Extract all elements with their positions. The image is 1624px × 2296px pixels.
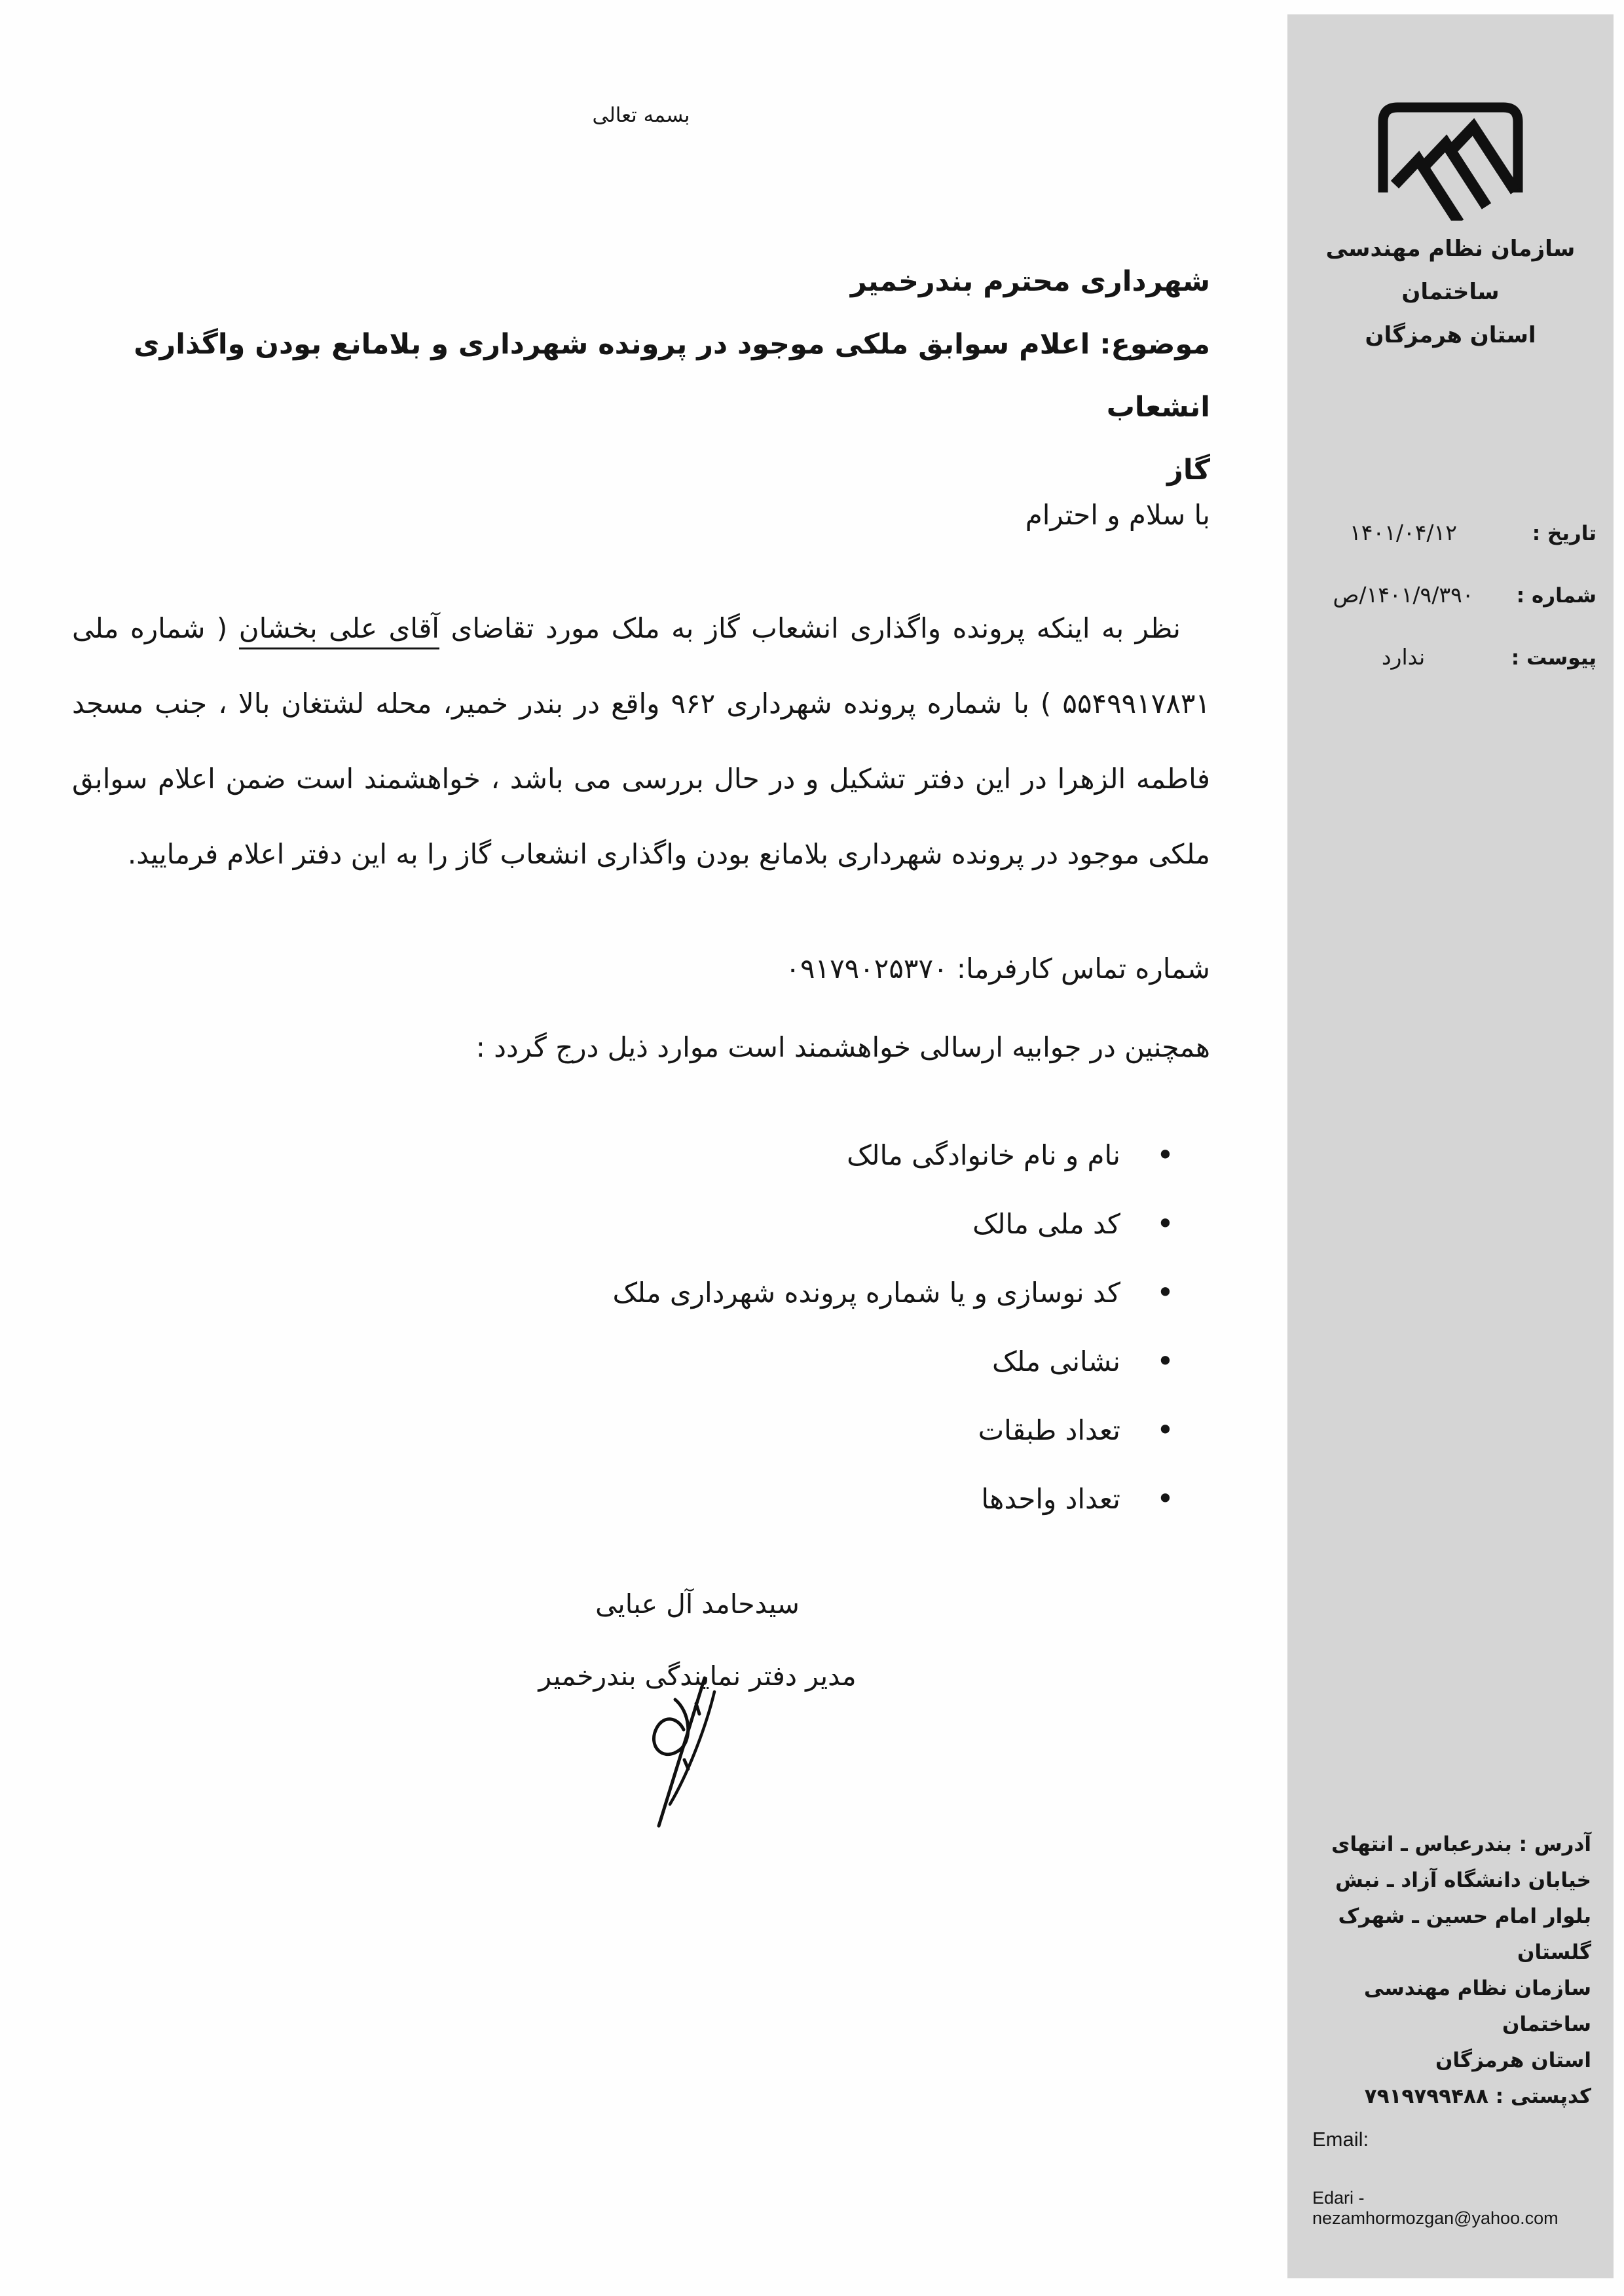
handwritten-signature <box>638 1676 720 1832</box>
organization-name-line2: استان هرمزگان <box>1365 322 1536 348</box>
subject-line-1: موضوع: اعلام سوابق ملکی موجود در پرونده شهرداری و بلامانع بودن واگذاری انشعاب <box>134 328 1210 424</box>
address-line: بلوار امام حسین ـ شهرک <box>1338 1904 1591 1928</box>
organization-address <box>1287 1827 1614 2115</box>
letter-body-paragraph <box>72 591 1210 892</box>
email-label: Email: <box>1312 2128 1369 2151</box>
organization-logo-graphic <box>1369 93 1532 221</box>
organization-name <box>1287 227 1614 357</box>
email-address: Edari - nezamhormozgan@yahoo.com <box>1312 2188 1559 2228</box>
letterhead-sidebar <box>1287 14 1614 2278</box>
applicant-name-underlined: آقای علی بخشان <box>239 612 439 649</box>
recipient-line: شهرداری محترم بندرخمیر <box>850 265 1210 298</box>
signature-scribble-icon <box>638 1676 720 1830</box>
number-value: ۱۴۰۱/۹/۳۹۰/ص <box>1333 582 1474 608</box>
address-line: آدرس : بندرعباس ـ انتهای <box>1331 1832 1591 1856</box>
requirement-item <box>72 1465 1174 1533</box>
requirement-item <box>72 1327 1174 1396</box>
address-line: کدپستی : ۷۹۱۹۷۹۹۴۸۸ <box>1364 2085 1591 2108</box>
requirement-item-label: کد نوسازی و یا شماره پرونده شهرداری ملک <box>612 1277 1120 1309</box>
body-text-before-name: نظر به اینکه پرونده واگذاری انشعاب گاز به ملک مورد تقاضای <box>439 612 1181 644</box>
date-value: ۱۴۰۱/۰۴/۱۲ <box>1349 520 1458 545</box>
employer-phone-line: شماره تماس کارفرما: ۰۹۱۷۹۰۲۵۳۷۰ <box>785 953 1210 985</box>
requirement-item-label: کد ملی مالک <box>972 1208 1120 1240</box>
letter-meta <box>1287 520 1614 706</box>
requirement-item <box>72 1396 1174 1465</box>
signer-name: سیدحامد آل عبایی <box>595 1588 800 1620</box>
body-text-after-name: ( شماره ملی ۵۵۴۹۹۱۷۸۳۱ ) با شماره پرونده شهرداری ۹۶۲ واقع در بندر خمیر، محله لشتغان بالا ، جنب مسجد فاطمه الزهرا در این دفتر تشکیل و در حال بررسی می باشد ، خواهشمند است ضمن اعلام سوابق ملکی موجود در پرونده شهرداری بلامانع بودن واگذاری انشعاب گاز را به این دفتر اعلام فرمایید. <box>72 612 1211 870</box>
requirement-item-label: نشانی ملک <box>992 1345 1120 1377</box>
bullet-icon: • <box>1156 1343 1174 1379</box>
meta-row-number <box>1287 582 1614 644</box>
date-label: تاریخ : <box>1532 522 1596 545</box>
attachment-label: پیوست : <box>1511 646 1596 670</box>
address-line: خیابان دانشگاه آزاد ـ نبش <box>1335 1868 1591 1892</box>
address-line: گلستان <box>1517 1941 1591 1964</box>
salutation-line: با سلام و احترام <box>1025 499 1210 531</box>
organization-name-line1: سازمان نظام مهندسی ساختمان <box>1325 236 1576 305</box>
meta-row-attachment <box>1287 644 1614 706</box>
requirement-item <box>72 1190 1174 1258</box>
address-line: استان هرمزگان <box>1435 2049 1591 2072</box>
bismillah-text: بسمه تعالی <box>592 103 690 127</box>
signer-title: مدیر دفتر نمایندگی بندرخمیر <box>538 1660 857 1692</box>
requirement-item-label: نام و نام خانوادگی مالک <box>847 1139 1120 1171</box>
requirement-item <box>72 1258 1174 1327</box>
requirements-intro-line: همچنین در جوابیه ارسالی خواهشمند است موارد ذیل درج گردد : <box>475 1031 1210 1063</box>
organization-logo-icon <box>1369 93 1532 223</box>
bullet-icon: • <box>1156 1481 1174 1516</box>
bullet-icon: • <box>1156 1412 1174 1448</box>
bullet-icon: • <box>1156 1275 1174 1310</box>
bullet-icon: • <box>1156 1206 1174 1241</box>
meta-row-date <box>1287 520 1614 582</box>
attachment-value: ندارد <box>1381 644 1426 670</box>
requirement-item-label: تعداد واحدها <box>981 1483 1120 1515</box>
bullet-icon: • <box>1156 1137 1174 1173</box>
requirement-item <box>72 1121 1174 1190</box>
requirement-item-label: تعداد طبقات <box>978 1414 1120 1446</box>
number-label: شماره : <box>1516 584 1596 608</box>
subject-line-2: گاز <box>1167 454 1210 486</box>
address-line: سازمان نظام مهندسی ساختمان <box>1363 1977 1591 2036</box>
requirements-list <box>72 1121 1210 1533</box>
recipient-subject-block <box>72 250 1210 501</box>
